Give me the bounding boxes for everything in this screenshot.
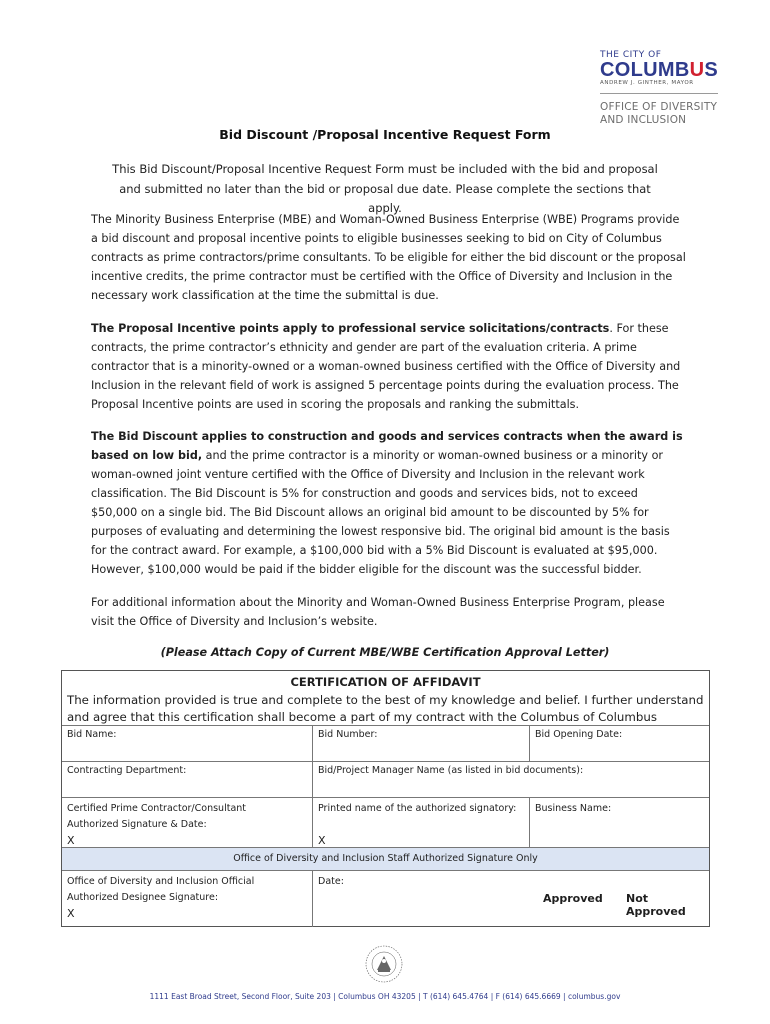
not-approved-option[interactable]: Not Approved <box>626 892 686 918</box>
prime-signature-field[interactable] <box>62 799 312 851</box>
logo-office <box>600 101 730 127</box>
project-manager-field[interactable]: Bid/Project Manager Name (as listed in bid documents): <box>318 765 584 776</box>
logo-columbus <box>600 60 730 80</box>
intro-text: This Bid Discount/Proposal Incentive Request Form must be included with the bid and proposal and submitted no later than the bid or proposal due date. Please complete the sections that apply. <box>112 162 658 215</box>
logo-line1: THE CITY OF <box>600 50 662 60</box>
attach-note: (Please Attach Copy of Current MBE/WBE Certification Approval Letter) <box>160 646 610 659</box>
bid-discount-text: and the prime contractor is a minority or woman-owned business or a minority or woman-owned joint venture certified with the Office of Diversity and Inclusion in the relevant work classification. The Bid Discount is 5% for construction and goods and services bids, not to exceed $50,000 on a single bid. The Bid Discount allows an original bid amount to be discounted by 5% for purposes of evaluating and determining the lowest responsive bid. The original bid amount is the basis for the contract award. For example, a $100,000 bid with a 5% Bid Discount is evaluated at $95,000. However, $100,000 would be paid if the bidder eligible for the discount was the successful bidder. <box>91 449 670 576</box>
staff-only-band: Office of Diversity and Inclusion Staff Authorized Signature Only <box>62 847 709 871</box>
proposal-incentive-text: . For these contracts, the prime contractor’s ethnicity and gender are part of the evaluation criteria. A prime contractor that is a minority-owned or a woman-owned business certified with the Office of Diversity and Inclusion in the relevant field of work is assigned 5 percentage points during the evaluation process. The Proposal Incentive points are used in scoring the proposals and ranking the submittals. <box>91 322 681 411</box>
odi-official-signature-field[interactable] <box>62 872 312 924</box>
form-title: Bid Discount /Proposal Incentive Request Form <box>219 127 551 142</box>
city-seal-icon <box>364 944 404 984</box>
approved-option[interactable]: Approved <box>543 892 603 905</box>
printed-name-field[interactable] <box>313 799 529 851</box>
logo-columbus-u: U <box>689 59 705 81</box>
odi-signature-x: X <box>67 907 75 920</box>
paragraph-additional-info: For additional information about the Minority and Woman-Owned Business Enterprise Program, please visit the Office of Diversity and Inclusion’s website. <box>91 596 665 628</box>
logo-office-line2: AND INCLUSION <box>600 114 687 126</box>
footer-address: 1111 East Broad Street, Second Floor, Suite 203 | Columbus OH 43205 | T (614) 645.4764 | F (614) 645.6669 | columbus.gov <box>149 992 621 1001</box>
paragraph-programs: The Minority Business Enterprise (MBE) and Woman-Owned Business Enterprise (WBE) Programs provide a bid discount and proposal incentive points to eligible businesses seeking to bid on City of Columbus contracts as prime contractors/prime consultants. To be eligible for either the bid discount or the proposal incentive credits, the prime contractor must be certified with the Office of Diversity and Inclusion in the necessary work classification at the time the submittal is due. <box>91 213 686 302</box>
logo-office-line1: OFFICE OF DIVERSITY <box>600 101 718 113</box>
prime-signature-label-1: Certified Prime Contractor/Consultant <box>67 803 247 814</box>
bid-name-field[interactable]: Bid Name: <box>67 729 117 740</box>
logo-mayor: ANDREW J. GINTHER, MAYOR <box>600 80 718 94</box>
odi-date-field[interactable]: Date: <box>318 876 344 887</box>
logo-columbus-s: S <box>704 59 718 81</box>
affidavit-form <box>61 670 710 927</box>
contracting-department-field[interactable]: Contracting Department: <box>67 765 187 776</box>
city-logo <box>600 50 730 127</box>
divider <box>62 797 709 798</box>
logo-columbus-a: COLUMB <box>600 59 690 81</box>
odi-official-label-2: Authorized Designee Signature: <box>67 892 219 903</box>
paragraph-proposal-incentive <box>91 319 687 414</box>
printed-name-label: Printed name of the authorized signatory: <box>318 803 517 814</box>
bid-discount-bold: The Bid Discount applies to construction and goods and services contracts when the award is based on low bid, <box>91 430 683 462</box>
business-name-field[interactable]: Business Name: <box>535 803 612 814</box>
prime-signature-label-2: Authorized Signature & Date: <box>67 819 207 830</box>
bid-number-field[interactable]: Bid Number: <box>318 729 378 740</box>
bid-opening-date-field[interactable]: Bid Opening Date: <box>535 729 623 740</box>
affidavit-text: The information provided is true and complete to the best of my knowledge and belief. I further understand and agree that this certification shall become a part of my contract with the Columbus of Columbus <box>67 693 704 724</box>
proposal-incentive-bold: The Proposal Incentive points apply to professional service solicitations/contracts <box>91 322 610 335</box>
printed-name-x: X <box>318 834 326 847</box>
affidavit-title: CERTIFICATION OF AFFIDAVIT <box>290 675 481 689</box>
odi-official-label-1: Office of Diversity and Inclusion Official <box>67 876 255 887</box>
paragraph-bid-discount <box>91 427 687 579</box>
signature-x: X <box>67 834 75 847</box>
